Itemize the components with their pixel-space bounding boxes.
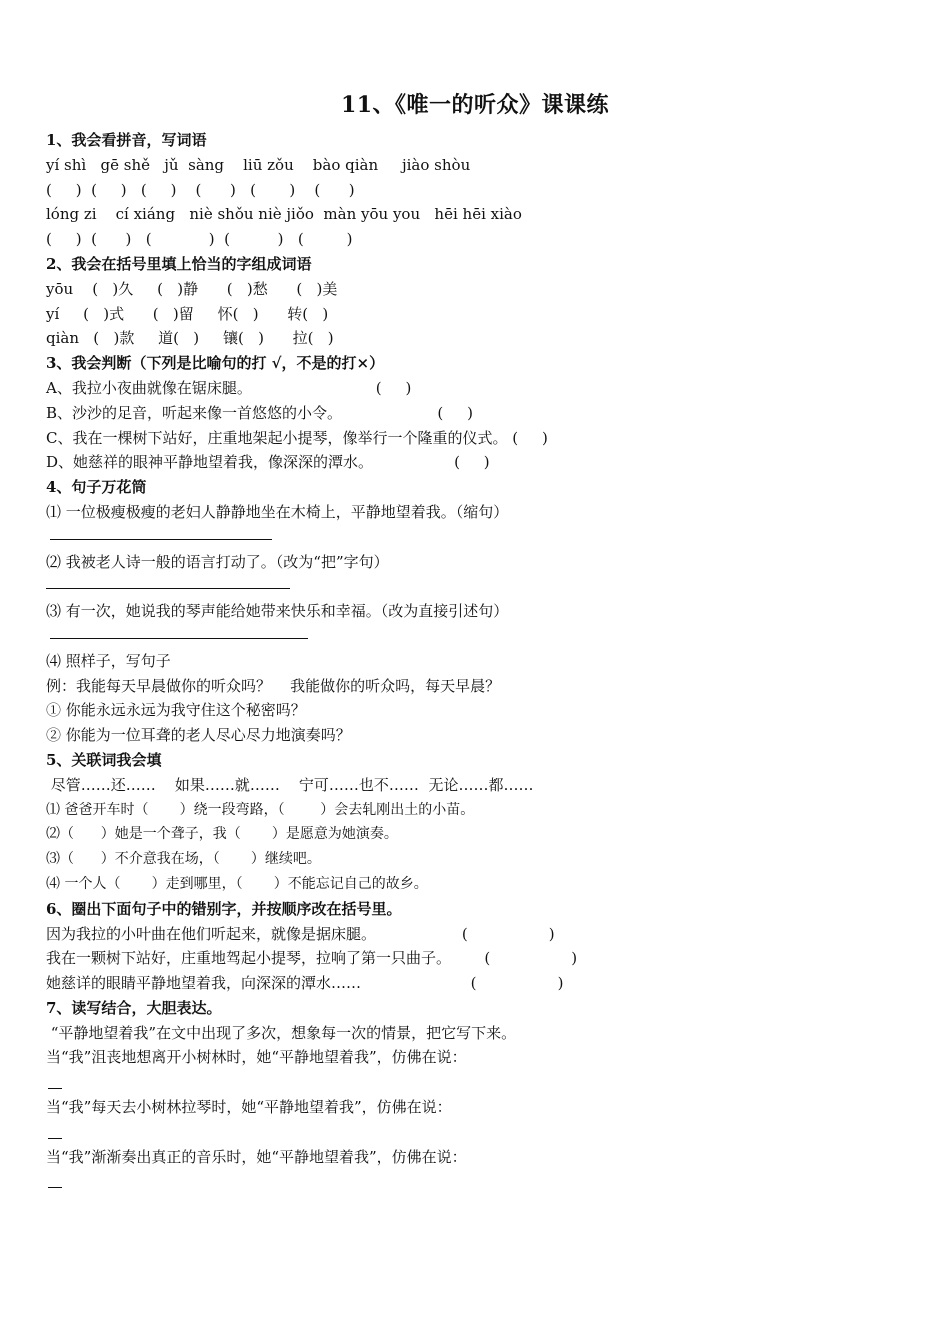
- typo-sentence-1[interactable]: 因为我拉的小叶曲在他们听起来，就像是据床腿。 ( ): [46, 924, 555, 943]
- writing-prompt-2: 当“我”每天去小树林拉琴时，她“平静地望着我”，仿佛在说：: [46, 1098, 452, 1117]
- sentence-example: 例：我能每天早晨做你的听众吗？ 我能做你的听众吗，每天早晨？: [46, 676, 501, 695]
- sentence-question-1: ⑴ 一位极瘦极瘦的老妇人静静地坐在木椅上，平静地望着我。（缩句）: [46, 502, 509, 521]
- pinyin-row-1: yí shì gē shě jǔ sàng liū zǒu bào qiàn jiào shòu: [46, 155, 471, 174]
- writing-answer-line-3[interactable]: [46, 1169, 916, 1194]
- writing-prompt-1: 当“我”沮丧地想离开小树林时，她“平静地望着我”，仿佛在说：: [46, 1048, 467, 1067]
- conjunction-options: 尽管……还…… 如果……就…… 宁可……也不…… 无论……都……: [46, 775, 534, 794]
- typo-sentence-3[interactable]: 她慈详的眼睛平静地望着我，向深深的潭水…… ( ): [46, 974, 564, 993]
- page-title: 11、《唯一的听众》课课练: [340, 92, 610, 118]
- judge-item-c[interactable]: C、我在一棵树下站好，庄重地架起小提琴，像举行一个隆重的仪式。 ( ): [46, 428, 548, 447]
- judge-item-b[interactable]: B、沙沙的足音，听起来像一首悠悠的小令。 ( ): [46, 403, 473, 422]
- conjunction-question-3[interactable]: ⑶（ ）不介意我在场，（ ）继续吧。: [46, 851, 321, 868]
- section-6-heading: 6、圈出下面句子中的错别字，并按顺序改在括号里。: [46, 899, 402, 918]
- section-4-heading: 4、句子万花筒: [46, 478, 147, 497]
- answer-line-2[interactable]: [46, 574, 916, 599]
- pinyin-row-2: lóng zi cí xiáng niè shǒu niè jiǒo màn yōu you hēi hēi xiào: [46, 205, 522, 224]
- writing-prompt-3: 当“我”渐渐奏出真正的音乐时，她“平静地望着我”，仿佛在说：: [46, 1147, 467, 1166]
- worksheet-content: [46, 128, 916, 1194]
- section-5-heading: 5、关联词我会填: [46, 750, 162, 769]
- sentence-question-2: ⑵ 我被老人诗一般的语言打动了。（改为“把”字句）: [46, 552, 389, 571]
- fill-word-row-qian[interactable]: qiàn ( )款 道( ) 镶( ) 拉( ): [46, 329, 334, 348]
- judge-item-a[interactable]: A、我拉小夜曲就像在锯床腿。 ( ): [46, 378, 412, 397]
- conjunction-question-1[interactable]: ⑴ 爸爸开车时（ ）绕一段弯路，（ ）会去轧刚出土的小苗。: [46, 801, 475, 818]
- section-7-heading: 7、读写结合，大胆表达。: [46, 998, 222, 1017]
- writing-answer-line-1[interactable]: [46, 1070, 916, 1095]
- sentence-exercise-1: ① 你能永远永远为我守住这个秘密吗？: [46, 701, 306, 720]
- conjunction-question-4[interactable]: ⑷ 一个人（ ）走到哪里，（ ）不能忘记自己的故乡。: [46, 875, 428, 892]
- judge-item-d[interactable]: D、她慈祥的眼神平静地望着我，像深深的潭水。 ( ): [46, 453, 490, 472]
- conjunction-question-2[interactable]: ⑵（ ）她是一个聋子，我（ ）是愿意为她演奏。: [46, 826, 398, 843]
- sentence-question-3: ⑶ 有一次，她说我的琴声能给她带来快乐和幸福。（改为直接引述句）: [46, 602, 509, 621]
- answer-line-3[interactable]: [46, 624, 916, 649]
- section-3-heading: 3、我会判断（下列是比喻句的打 √，不是的打×）: [46, 354, 385, 373]
- writing-answer-line-2[interactable]: [46, 1120, 916, 1145]
- typo-sentence-2[interactable]: 我在一颗树下站好，庄重地驾起小提琴，拉响了第一只曲子。 ( ): [46, 949, 578, 968]
- fill-word-row-you[interactable]: yōu ( )久 ( )静 ( )愁 ( )美: [46, 279, 338, 298]
- sentence-exercise-2: ② 你能为一位耳聋的老人尽心尽力地演奏吗？: [46, 726, 351, 745]
- fill-word-row-yi[interactable]: yí ( )式 ( )留 怀( ) 转( ): [46, 304, 329, 323]
- section-2-heading: 2、我会在括号里填上恰当的字组成词语: [46, 254, 312, 273]
- sentence-question-4: ⑷ 照样子，写句子: [46, 651, 171, 670]
- section-1-heading: 1、我会看拼音，写词语: [46, 131, 207, 149]
- writing-intro: “平静地望着我”在文中出现了多次，想象每一次的情景，把它写下来。: [46, 1023, 517, 1042]
- answer-line-1[interactable]: [46, 525, 916, 550]
- answer-blanks-row-2[interactable]: ( ) ( ) ( ) ( ) ( ): [46, 230, 353, 249]
- answer-blanks-row-1[interactable]: ( ) ( ) ( ) ( ) ( ) ( ): [46, 180, 355, 199]
